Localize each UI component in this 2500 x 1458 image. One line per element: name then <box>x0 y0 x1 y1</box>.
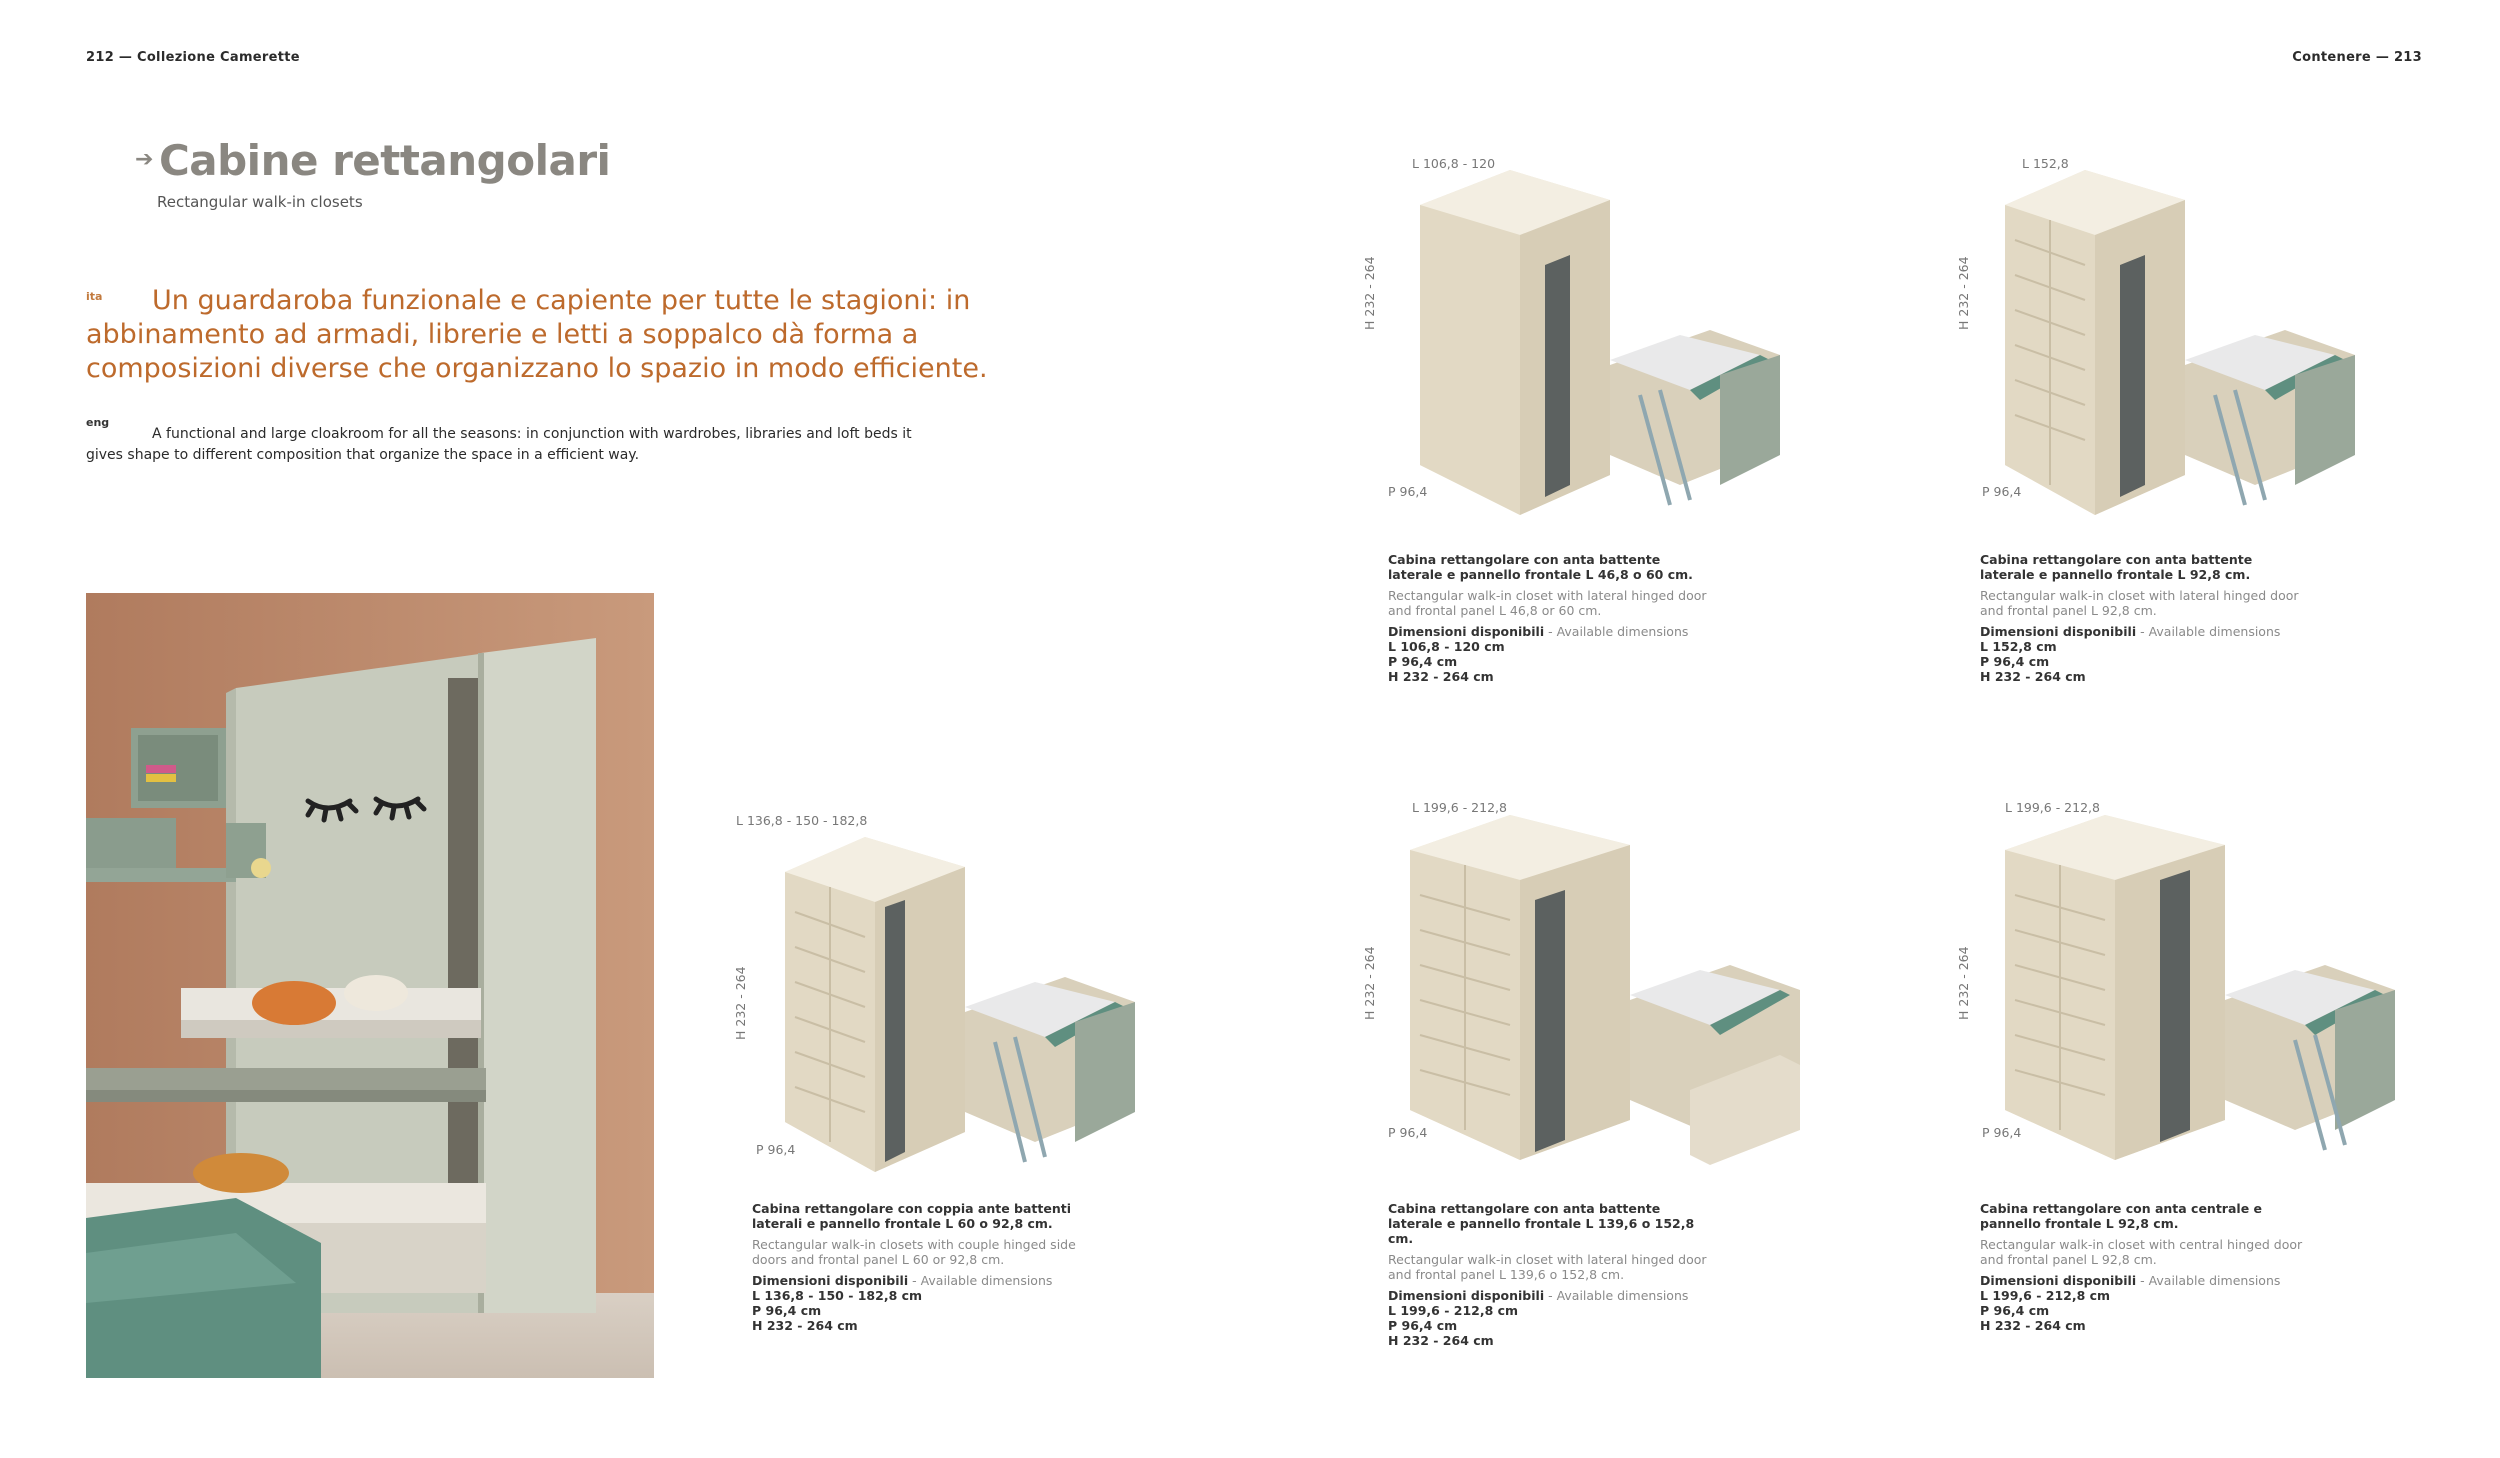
dim-line: P 96,4 cm <box>1388 1318 1458 1333</box>
dim-depth-1: P 96,4 <box>1388 484 1428 499</box>
section-subtitle: Rectangular walk-in closets <box>157 193 363 211</box>
arrow-right-icon: ➔ <box>135 147 153 172</box>
caption-it: Cabina rettangolare con anta battente laterale e pannello frontale L 46,8 o 60 cm. <box>1388 552 1693 582</box>
product-caption-2 <box>1980 552 2310 684</box>
caption-it: Cabina rettangolare con anta battente laterale e pannello frontale L 92,8 cm. <box>1980 552 2253 582</box>
dim-height-5: H 232 - 264 <box>1956 946 1971 1020</box>
section-title-text: Cabine rettangolari <box>158 136 611 185</box>
intro-eng <box>86 424 926 466</box>
dim-depth-4: P 96,4 <box>1388 1125 1428 1140</box>
dim-depth-5: P 96,4 <box>1982 1125 2022 1140</box>
product-caption-5 <box>1980 1201 2310 1333</box>
dim-line: P 96,4 cm <box>1980 654 2050 669</box>
dim-line: P 96,4 cm <box>752 1303 822 1318</box>
product-caption-1 <box>1388 552 1718 684</box>
dim-width-2: L 152,8 <box>2022 156 2069 171</box>
dim-height-4: H 232 - 264 <box>1362 946 1377 1020</box>
caption-it: Cabina rettangolare con anta battente laterale e pannello frontale L 139,6 o 152,8 cm. <box>1388 1201 1695 1246</box>
dim-line: H 232 - 264 cm <box>1980 1318 2086 1333</box>
page-number-left: 212 — Collezione Camerette <box>86 50 300 65</box>
dim-depth-2: P 96,4 <box>1982 484 2022 499</box>
dim-width-4: L 199,6 - 212,8 <box>1412 800 1507 815</box>
dim-line: H 232 - 264 cm <box>752 1318 858 1333</box>
product-illustration-1 <box>1340 155 1840 535</box>
dim-height-1: H 232 - 264 <box>1362 256 1377 330</box>
dim-line: H 232 - 264 cm <box>1388 669 1494 684</box>
dims-heading: Dimensioni disponibili - Available dimensions <box>1980 624 2281 639</box>
product-illustration-4 <box>1340 800 1820 1180</box>
caption-it: Cabina rettangolare con anta centrale e pannello frontale L 92,8 cm. <box>1980 1201 2263 1231</box>
eng-tag: eng <box>86 416 110 429</box>
product-caption-3 <box>752 1201 1082 1333</box>
caption-en: Rectangular walk-in closet with lateral hinged door and frontal panel L 46,8 or 60 cm. <box>1388 588 1707 618</box>
page-number-right: Contenere — 213 <box>2292 50 2422 65</box>
dim-height-3: H 232 - 264 <box>733 966 748 1040</box>
dim-line: L 136,8 - 150 - 182,8 cm <box>752 1288 923 1303</box>
intro-eng-text: A functional and large cloakroom for all the seasons: in conjunction with wardrobes, libraries and loft beds it gives shape to different composition that organize the space in a efficient way. <box>86 426 912 463</box>
product-illustration-5 <box>1935 800 2415 1180</box>
intro-ita-text: Un guardaroba funzionale e capiente per tutte le stagioni: in abbinamento ad armadi, librerie e letti a soppalco dà forma a composizioni diverse che organizzano lo spazio in modo efficiente. <box>86 285 988 384</box>
dim-height-2: H 232 - 264 <box>1956 256 1971 330</box>
dim-width-1: L 106,8 - 120 <box>1412 156 1496 171</box>
dims-heading: Dimensioni disponibili - Available dimensions <box>1388 1288 1689 1303</box>
dim-line: H 232 - 264 cm <box>1980 669 2086 684</box>
dim-line: L 152,8 cm <box>1980 639 2057 654</box>
product-illustration-3 <box>705 812 1165 1192</box>
dims-heading: Dimensioni disponibili - Available dimensions <box>1388 624 1689 639</box>
dim-line: H 232 - 264 cm <box>1388 1333 1494 1348</box>
intro-ita <box>86 284 1006 386</box>
dim-line: L 106,8 - 120 cm <box>1388 639 1505 654</box>
caption-it: Cabina rettangolare con coppia ante battenti laterali e pannello frontale L 60 o 92,8 cm. <box>752 1201 1072 1231</box>
dim-line: P 96,4 cm <box>1980 1303 2050 1318</box>
dim-width-5: L 199,6 - 212,8 <box>2005 800 2100 815</box>
dim-line: P 96,4 cm <box>1388 654 1458 669</box>
caption-en: Rectangular walk-in closets with couple hinged side doors and frontal panel L 60 or 92,8 cm. <box>752 1237 1076 1267</box>
caption-en: Rectangular walk-in closet with lateral hinged door and frontal panel L 92,8 cm. <box>1980 588 2299 618</box>
dim-depth-3: P 96,4 <box>756 1142 796 1157</box>
caption-en: Rectangular walk-in closet with lateral hinged door and frontal panel L 139,6 o 152,8 cm. <box>1388 1252 1707 1282</box>
dims-heading: Dimensioni disponibili - Available dimensions <box>1980 1273 2281 1288</box>
bedroom-photo <box>86 593 654 1378</box>
dim-line: L 199,6 - 212,8 cm <box>1980 1288 2111 1303</box>
product-illustration-2 <box>1935 155 2415 535</box>
ita-tag: ita <box>86 290 103 303</box>
dim-line: L 199,6 - 212,8 cm <box>1388 1303 1519 1318</box>
caption-en: Rectangular walk-in closet with central hinged door and frontal panel L 92,8 cm. <box>1980 1237 2303 1267</box>
product-caption-4 <box>1388 1201 1718 1348</box>
dim-width-3: L 136,8 - 150 - 182,8 <box>736 813 868 828</box>
section-title <box>135 136 610 185</box>
dims-heading: Dimensioni disponibili - Available dimensions <box>752 1273 1053 1288</box>
